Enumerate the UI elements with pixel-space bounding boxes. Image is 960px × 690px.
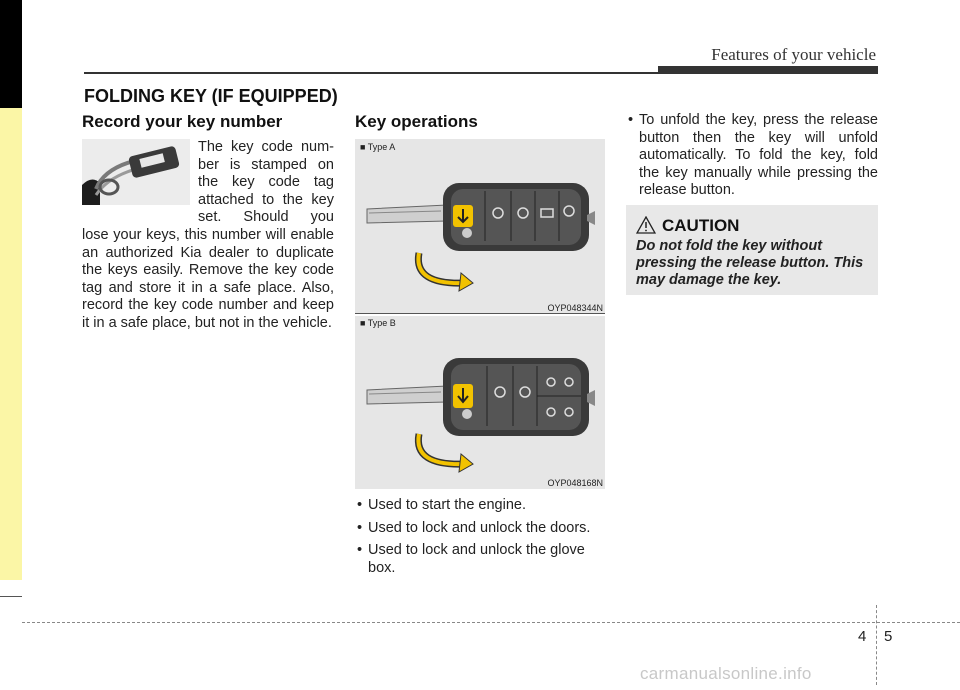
header-section-title: Features of your vehicle bbox=[711, 45, 876, 64]
record-line-1: The key code num- bbox=[198, 139, 334, 155]
unfold-bullet: • To unfold the key, press the release button then the key will unfold automatically. To fold the key, fold the key manually while pressing the release button. bbox=[626, 112, 878, 200]
record-line-2: ber is stamped on bbox=[198, 156, 334, 173]
record-indented-text bbox=[198, 139, 334, 227]
operation-bullet-3: • Used to lock and unlock the glove box. bbox=[355, 542, 607, 577]
operations-section-title: Key operations bbox=[355, 112, 478, 131]
chapter-tab-black bbox=[0, 0, 22, 108]
watermark-text: carmanualsonline.info bbox=[640, 664, 812, 683]
caution-box bbox=[626, 205, 878, 295]
chapter-number: 4 bbox=[858, 628, 867, 645]
folding-key-type-b-icon bbox=[355, 330, 605, 475]
figure-b-label: ■ Type B bbox=[360, 318, 396, 328]
page-number: 5 bbox=[884, 628, 893, 645]
footer-left-rule bbox=[0, 596, 22, 597]
caution-title: CAUTION bbox=[662, 216, 740, 235]
record-line-3: the key code tag bbox=[198, 174, 334, 191]
figure-a-label: ■ Type A bbox=[360, 142, 396, 152]
warning-triangle-icon bbox=[636, 216, 656, 234]
record-line-5: set. Should you bbox=[198, 209, 334, 226]
key-tag-photo bbox=[82, 139, 190, 205]
unfold-instructions bbox=[626, 112, 878, 205]
chapter-tab-yellow bbox=[0, 108, 22, 580]
figure-a-code: OYP048344N bbox=[547, 303, 603, 313]
header-rule bbox=[84, 72, 878, 74]
figure-divider bbox=[355, 313, 605, 314]
record-line-4: attached to the key bbox=[198, 191, 334, 208]
operation-bullet-1: • Used to start the engine. bbox=[355, 497, 607, 515]
figure-b-code: OYP048168N bbox=[547, 478, 603, 488]
footer-dashed-rule bbox=[22, 622, 960, 623]
key-tag-icon bbox=[82, 139, 190, 205]
operation-bullet-2: • Used to lock and unlock the doors. bbox=[355, 520, 607, 538]
record-section-title: Record your key number bbox=[82, 112, 283, 131]
figure-type-a bbox=[355, 139, 605, 313]
figure-type-b bbox=[355, 316, 605, 489]
footer-vertical-rule bbox=[876, 605, 877, 685]
page-title: FOLDING KEY (IF EQUIPPED) bbox=[84, 86, 338, 106]
folding-key-type-a-icon bbox=[355, 155, 605, 300]
operations-bullets bbox=[355, 497, 607, 582]
caution-text: Do not fold the key without pressing the release button. This may damage the key. bbox=[636, 238, 864, 288]
record-body-text: lose your keys, this number will enable an authorized Kia dealer to duplicate the keys easily. Remove the key code tag and store it in a safe place. Also, record the key code number and keep it in a safe place, but not in the vehicle. bbox=[82, 227, 334, 331]
